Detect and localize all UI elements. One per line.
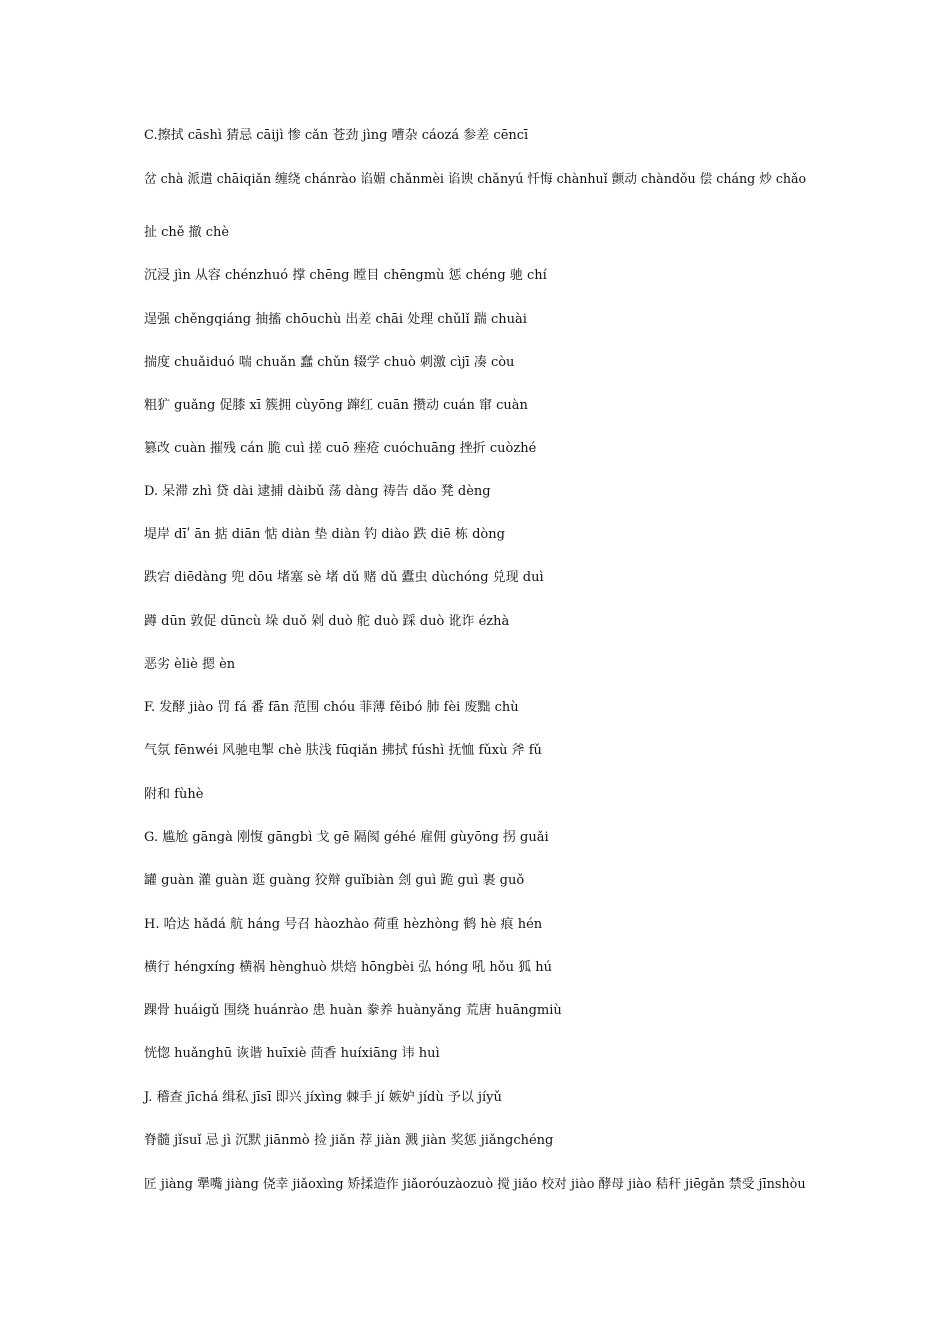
text-line: G. 尴尬 gāngà 刚愎 gāngbì 戈 gē 隔阂 géhé 雇佣 gùyōng 拐 guǎi	[144, 830, 549, 845]
text-line: 岔 chà 派遣 chāiqiǎn 缠绕 chánrào 谄媚 chǎnmèi 谄谀 chǎnyú 忏悔 chànhuǐ 颤动 chàndǒu 偿 cháng 炒 chǎo	[144, 172, 807, 187]
text-line: F. 发酵 jiào 罚 fá 番 fān 范围 chóu 菲薄 fěibó 肺 fèi 废黜 chù	[144, 700, 519, 715]
text-line: 堤岸 dīʹ ān 掂 diān 惦 diàn 垫 diàn 钓 diào 跌 diē 栋 dòng	[144, 527, 505, 542]
text-line: 沉浸 jìn 从容 chénzhuó 撑 chēng 瞠目 chēngmù 惩 chéng 驰 chí	[144, 268, 547, 283]
text-line: 恶劣 èliè 摁 èn	[144, 657, 236, 672]
text-line: 附和 fùhè	[144, 787, 204, 802]
text-line: 恍惚 huǎnghū 诙谐 huīxiè 茴香 huíxiāng 讳 huì	[144, 1046, 440, 1061]
text-line: 扯 chě 撤 chè	[144, 225, 230, 240]
text-line: 逞强 chěngqiáng 抽搐 chōuchù 出差 chāi 处理 chǔlǐ 踹 chuài	[144, 312, 527, 327]
text-line: H. 哈达 hǎdá 航 háng 号召 hàozhào 荷重 hèzhòng 鹤 hè 痕 hén	[144, 917, 543, 932]
text-line: 脊髓 jǐsuǐ 忌 jì 沉默 jiānmò 捡 jiǎn 荐 jiàn 溅 jiàn 奖惩 jiǎngchéng	[144, 1133, 554, 1148]
text-line: 踝骨 huáigǔ 围绕 huánrào 患 huàn 豢养 huànyǎng 荒唐 huāngmiù	[144, 1003, 562, 1018]
text-line: D. 呆滞 zhì 贷 dài 逮捕 dàibǔ 荡 dàng 祷告 dǎo 凳 dèng	[144, 484, 491, 499]
text-line: 气氛 fēnwéi 风驰电掣 chè 肤浅 fūqiǎn 拂拭 fúshì 抚恤 fǔxù 斧 fǔ	[144, 743, 542, 758]
text-line: 粗犷 guǎng 促膝 xī 簇拥 cùyōng 蹿红 cuān 攒动 cuán 窜 cuàn	[144, 398, 528, 413]
text-line: 跌宕 diēdàng 兜 dōu 堵塞 sè 堵 dǔ 赌 dǔ 蠹虫 dùchóng 兑现 duì	[144, 570, 544, 585]
text-line: J. 稽查 jīchá 缉私 jīsī 即兴 jíxìng 棘手 jí 嫉妒 jídù 予以 jíyǔ	[144, 1090, 502, 1105]
text-line: 横行 héngxíng 横祸 hènghuò 烘焙 hōngbèi 弘 hóng 吼 hǒu 狐 hú	[144, 960, 553, 975]
text-line: 揣度 chuǎiduó 喘 chuǎn 蠢 chǔn 辍学 chuò 刺激 cìjī 凑 còu	[144, 355, 515, 370]
text-line: 蹲 dūn 敦促 dūncù 垛 duǒ 剁 duò 舵 duò 踩 duò 讹诈 ézhà	[144, 614, 510, 629]
text-line: 篡改 cuàn 摧残 cán 脆 cuì 搓 cuō 痤疮 cuóchuāng 挫折 cuòzhé	[144, 441, 537, 456]
text-line: 匠 jiàng 犟嘴 jiàng 侥幸 jiǎoxìng 矫揉造作 jiǎoróuzàozuò 搅 jiǎo 校对 jiào 酵母 jiào 秸秆 jiēgǎn 禁受 jīnshòu	[144, 1177, 806, 1192]
text-line: C.擦拭 cāshì 猜忌 cāijì 惨 cǎn 苍劲 jìng 嘈杂 cáozá 参差 cēncī	[144, 128, 529, 143]
text-line: 罐 guàn 灌 guàn 逛 guàng 狡辩 guǐbiàn 刽 guì 跪 guì 裹 guǒ	[144, 873, 525, 888]
